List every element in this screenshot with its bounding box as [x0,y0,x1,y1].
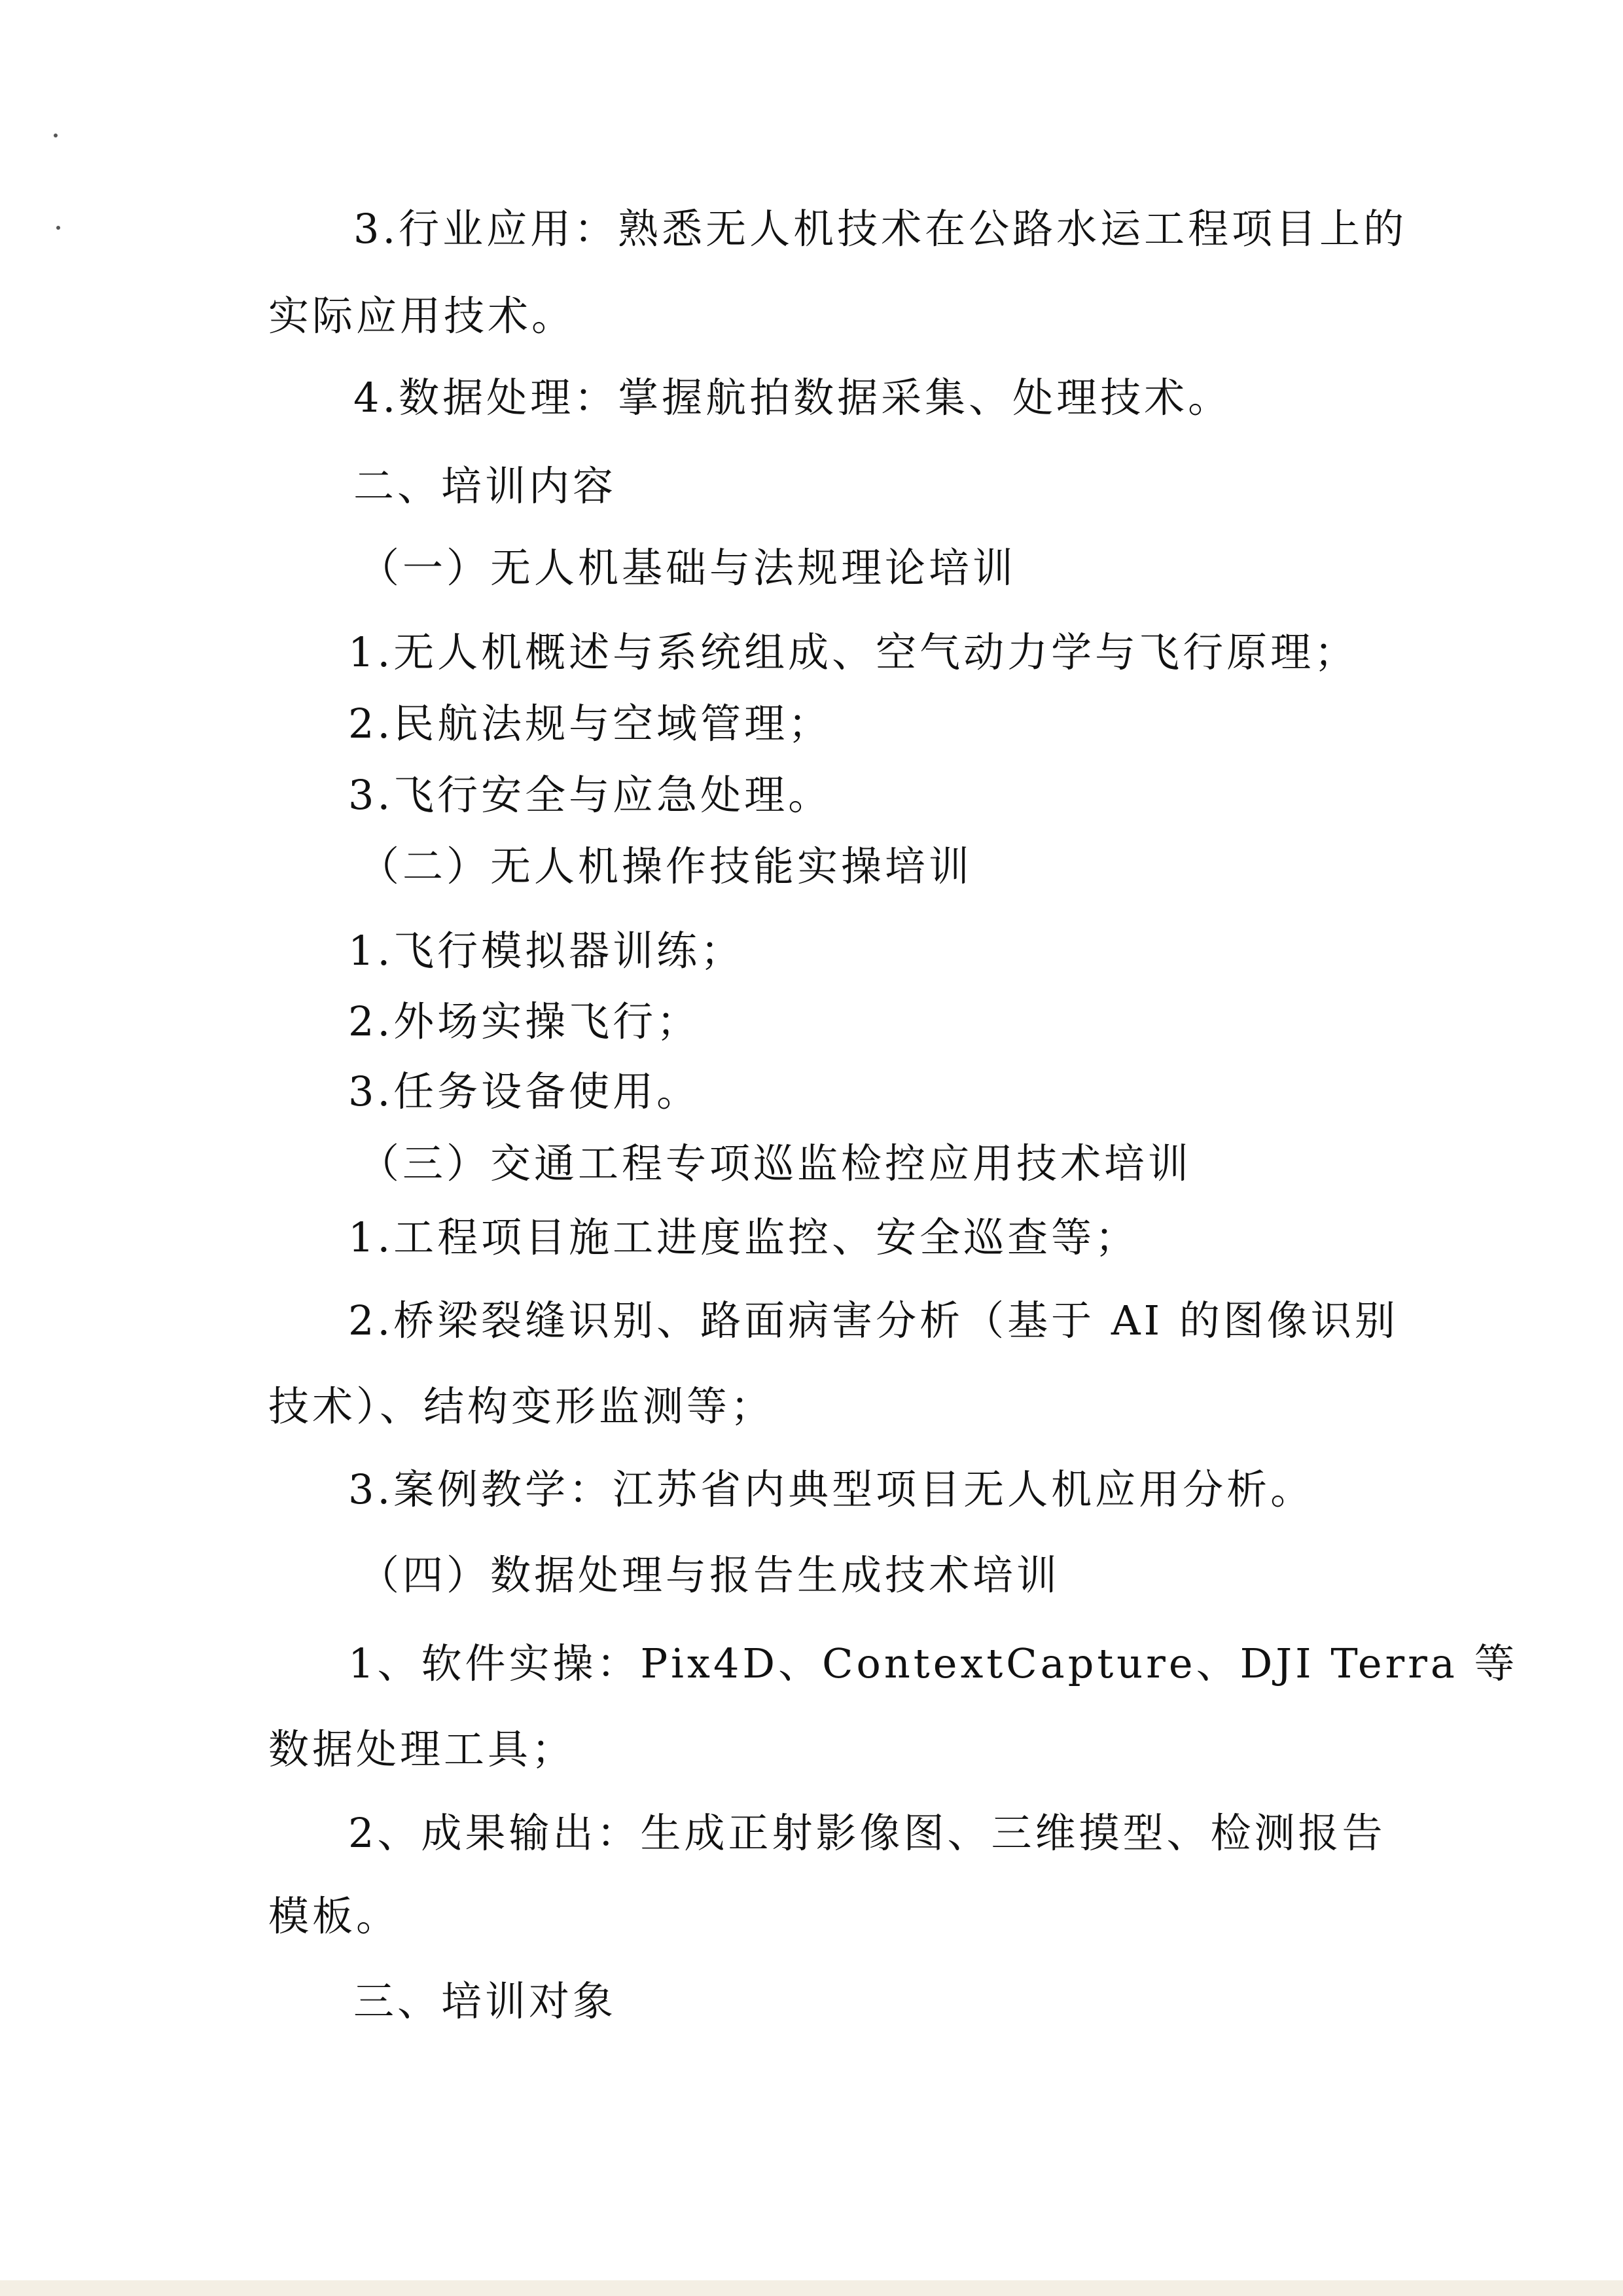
list-item: 2.外场实操飞行； [348,997,701,1045]
section-heading-training-content: 二、培训内容 [353,462,617,510]
list-item: 1、软件实操：Pix4D、ContextCapture、DJI Terra 等 [348,1640,1518,1687]
list-item: 3.飞行安全与应急处理。 [348,771,832,819]
section-heading-training-targets: 三、培训对象 [353,1977,617,2025]
list-item: 2.民航法规与空域管理； [348,700,832,747]
list-item-cont: 数据处理工具； [268,1725,576,1773]
list-item: 1.飞行模拟器训练； [348,927,745,975]
subsection-heading-3: （三）交通工程专项巡监检控应用技术培训 [359,1139,1192,1187]
list-item: 2.桥梁裂缝识别、路面病害分析（基于 AI 的图像识别 [348,1297,1399,1344]
scan-speck [56,226,60,230]
subsection-heading-4: （四）数据处理与报告生成技术培训 [359,1551,1061,1599]
objective-data-processing: 4.数据处理：掌握航拍数据采集、处理技术。 [353,374,1232,422]
list-item: 2、成果输出：生成正射影像图、三维摸型、检测报告 [348,1809,1386,1857]
list-item: 1.工程项目施工进度监控、安全巡查等； [348,1213,1139,1261]
subsection-heading-2: （二）无人机操作技能实操培训 [359,842,973,890]
scan-edge [0,2280,1623,2296]
scan-speck [54,134,58,137]
objective-industry-application: 3.行业应用：熟悉无人机技术在公路水运工程项目上的 [353,205,1408,253]
list-item: 3.案例教学：江苏省内典型项目无人机应用分析。 [348,1465,1315,1513]
list-item: 1.无人机概述与系统组成、空气动力学与飞行原理； [348,628,1359,676]
list-item: 3.任务设备使用。 [348,1067,701,1115]
list-item-cont: 技术）、结构变形监测等； [268,1382,775,1430]
list-item-cont: 模板。 [268,1892,401,1940]
objective-industry-application-cont: 实际应用技术。 [268,292,576,340]
subsection-heading-1: （一）无人机基础与法规理论培训 [359,544,1017,592]
